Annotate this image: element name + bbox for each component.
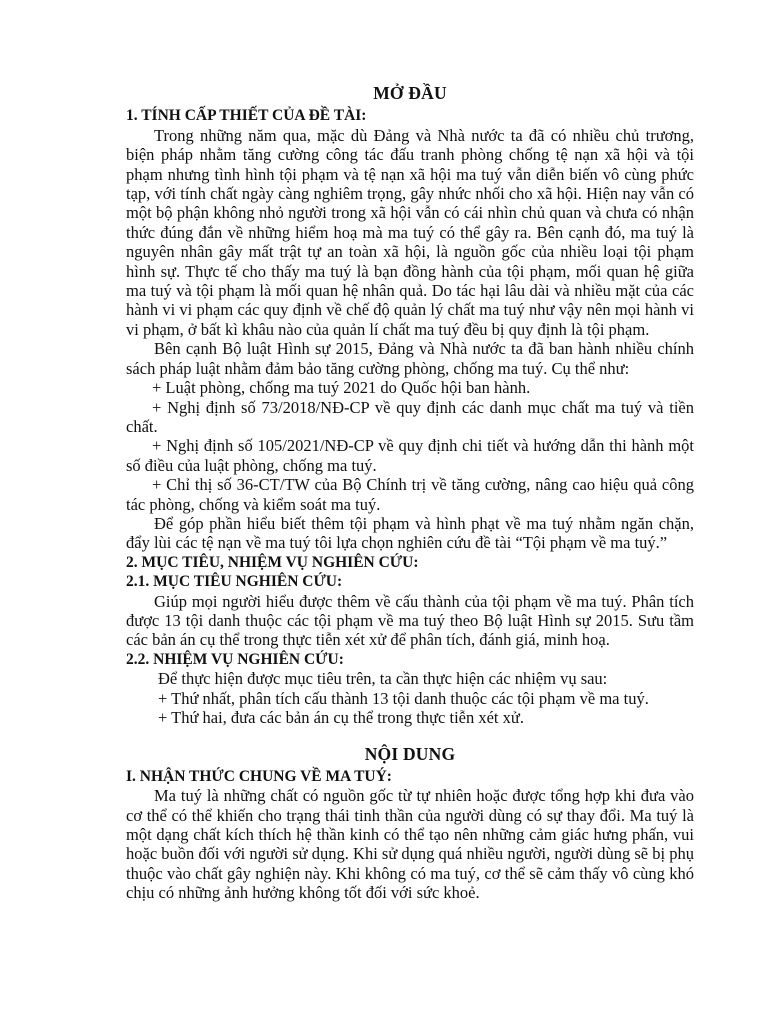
section-2-2-bullet-1: + Thứ nhất, phân tích cấu thành 13 tội danh thuộc các tội phạm về ma tuý.: [158, 688, 649, 708]
section-2-2-heading: 2.2. NHIỆM VỤ NGHIÊN CỨU:: [126, 650, 344, 668]
section-1-bullet-1: + Luật phòng, chống ma tuý 2021 do Quốc hội ban hành.: [152, 378, 531, 398]
document-page: [126, 84, 694, 903]
intro-title: MỞ ĐẦU: [373, 83, 447, 103]
section-i-paragraph: Ma tuý là những chất có nguồn gốc từ tự nhiên hoặc được tổng hợp khi đưa vào cơ thể có thể khiến cho trạng thái tinh thần của người dùng có sự thay đổi. Ma tuý là một dạng chất kích thích hệ thần kinh có thể tạo nên những cảm giác hưng phấn, vui hoặc buồn đối với người sử dụng. Khi sử dụng quá nhiều người, người dùng sẽ bị phụ thuộc vào chất gây nghiện này. Khi không có ma tuý, cơ thể sẽ cảm thấy vô cùng khó chịu có những ảnh hưởng không tốt đối với sức khoẻ.: [126, 786, 694, 903]
section-i-heading: I. NHẬN THỨC CHUNG VỀ MA TUÝ:: [126, 767, 392, 785]
section-1-paragraph-3: Để góp phần hiểu biết thêm tội phạm và hình phạt về ma tuý nhằm ngăn chặn, đẩy lùi các tệ nạn về ma tuý tôi lựa chọn nghiên cứu đề tài “Tội phạm về ma tuý.”: [126, 513, 694, 553]
section-1-bullet-2: + Nghị định số 73/2018/NĐ-CP về quy định các danh mục chất ma tuý và tiền chất.: [126, 397, 694, 436]
content-title: NỘI DUNG: [364, 744, 456, 765]
section-1-bullet-3: + Nghị định số 105/2021/NĐ-CP về quy định chi tiết và hướng dẫn thi hành một số điều của luật phòng, chống ma tuý.: [126, 436, 694, 475]
section-2-2-bullet-2: + Thứ hai, đưa các bản án cụ thể trong thực tiễn xét xử.: [158, 708, 524, 727]
section-1-paragraph-1: Trong những năm qua, mặc dù Đảng và Nhà nước ta đã có nhiều chủ trương, biện pháp nhằm tăng cường công tác đấu tranh phòng chống tệ nạn xã hội và tội phạm nhưng tình hình tội phạm và tệ nạn xã hội ma tuý vẫn diễn biến vô cùng phức tạp, với tính chất ngày càng nghiêm trọng, gây nhức nhối cho xã hội. Hiện nay vẫn có một bộ phận không nhỏ người trong xã hội vẫn có cái nhìn chủ quan và chưa có nhận thức đúng đắn về những hiểm hoạ mà ma tuý có thể gây ra. Bên cạnh đó, ma tuý là nguyên nhân gây mất trật tự an toàn xã hội, là nguồn gốc của nhiều loại tội phạm hình sự. Thực tế cho thấy ma tuý là bạn đồng hành của tội phạm, mối quan hệ giữa ma tuý và tội phạm là mối quan hệ nhân quả. Do tác hại lâu dài và nhiều mặt của các hành vi vi phạm các quy định về chế độ quản lý chất ma tuý như vậy nên mọi hành vi vi phạm, ở bất kì khâu nào của quản lí chất ma tuý đều bị quy định là tội phạm.: [126, 125, 694, 339]
section-2-1-paragraph: Giúp mọi người hiểu được thêm về cấu thành của tội phạm về ma tuý. Phân tích được 13 tội danh thuộc các tội phạm về ma tuý theo Bộ luật Hình sự 2015. Sưu tầm các bản án cụ thể trong thực tiễn xét xử để phân tích, đánh giá, minh hoạ.: [126, 591, 694, 650]
section-1-paragraph-2: Bên cạnh Bộ luật Hình sự 2015, Đảng và Nhà nước ta đã ban hành nhiều chính sách pháp luật nhằm đảm bảo tăng cường phòng, chống ma tuý. Cụ thể như:: [126, 339, 694, 378]
section-2-heading: 2. MỤC TIÊU, NHIỆM VỤ NGHIÊN CỨU:: [126, 553, 419, 571]
section-1-heading: 1. TÍNH CẤP THIẾT CỦA ĐỀ TÀI:: [126, 107, 367, 125]
section-2-1-heading: 2.1. MỤC TIÊU NGHIÊN CỨU:: [126, 573, 343, 591]
section-2-2-intro: Để thực hiện được mục tiêu trên, ta cần thực hiện các nhiệm vụ sau:: [158, 669, 608, 689]
section-1-bullet-4: + Chỉ thị số 36-CT/TW của Bộ Chính trị về tăng cường, nâng cao hiệu quả công tác phòng, chống và kiểm soát ma tuý.: [126, 475, 694, 514]
